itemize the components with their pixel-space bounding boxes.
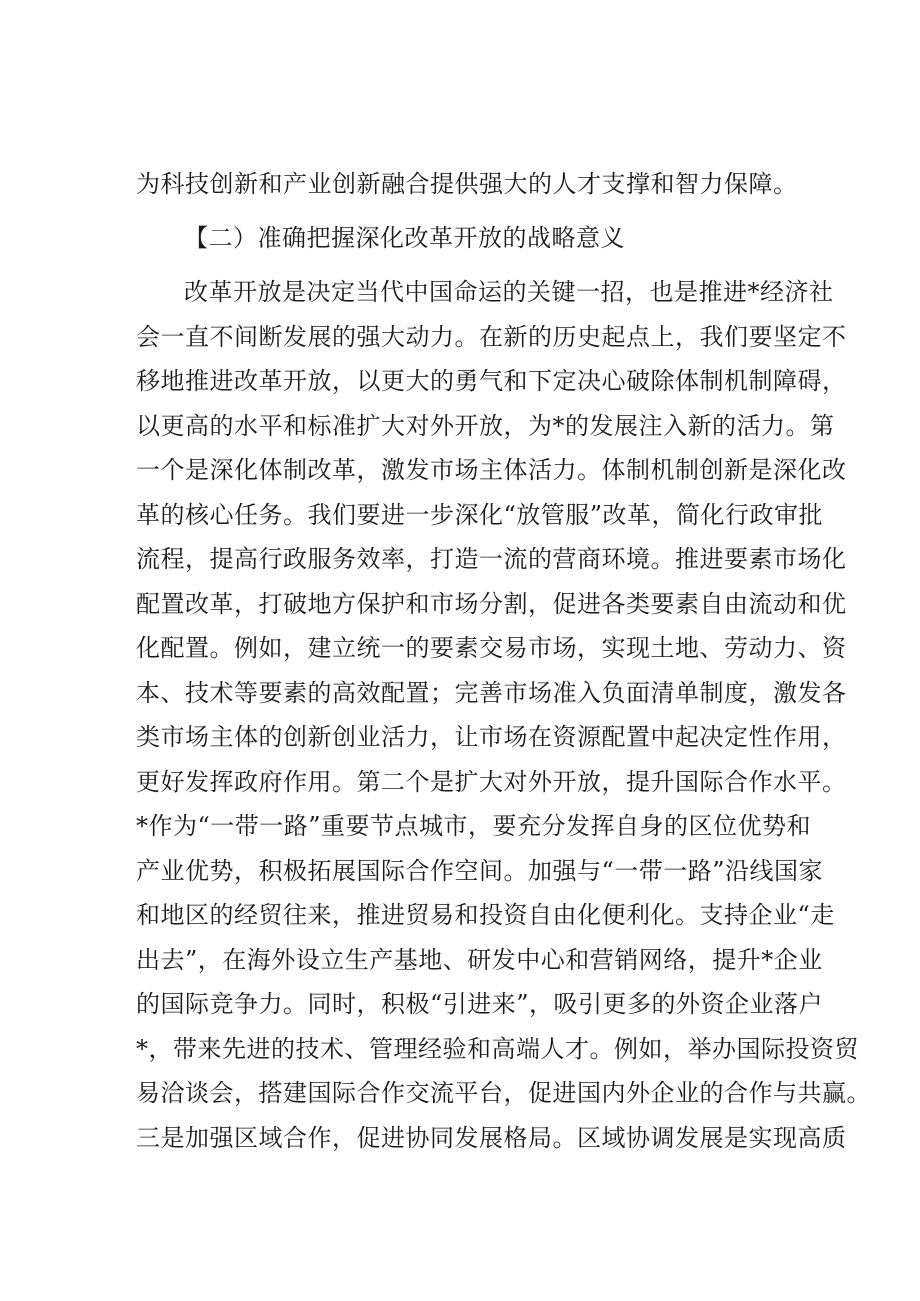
paragraph-line: 产业优势，积极拓展国际合作空间。加强与“一带一路”沿线国家: [136, 857, 824, 885]
paragraph-line: 本、技术等要素的高效配置；完善市场准入负面清单制度，激发各: [136, 679, 847, 707]
paragraph-line: 流程，提高行政服务效率，打造一流的营商环境。推进要素市场化: [136, 545, 847, 573]
paragraph-line: 改革开放是决定当代中国命运的关键一招，也是推进*经济社: [184, 278, 834, 306]
paragraph-line: 以更高的水平和标准扩大对外开放，为*的发展注入新的活力。第: [136, 412, 835, 440]
paragraph-line: *，带来先进的技术、管理经验和高端人才。例如，举办国际投资贸: [136, 1035, 859, 1063]
paragraph-line: 会一直不间断发展的强大动力。在新的历史起点上，我们要坚定不: [136, 323, 847, 351]
paragraph-line: 三是加强区域合作，促进协同发展格局。区域协调发展是实现高质: [136, 1124, 847, 1152]
paragraph-line: 一个是深化体制改革，激发市场主体活力。体制机制创新是深化改: [136, 456, 847, 484]
paragraph-line: *作为“一带一路”重要节点城市，要充分发挥自身的区位优势和: [136, 812, 812, 840]
paragraph-line: 化配置。例如，建立统一的要素交易市场，实现土地、劳动力、资: [136, 634, 847, 662]
paragraph-line: 和地区的经贸往来，推进贸易和投资自由化便利化。支持企业“走: [136, 901, 835, 929]
paragraph-line: 为科技创新和产业创新融合提供强大的人才支撑和智力保障。: [136, 170, 798, 198]
paragraph-line: 类市场主体的创新创业活力，让市场在资源配置中起决定性作用，: [136, 723, 847, 751]
section-heading: 【二）准确把握深化改革开放的战略意义: [184, 224, 625, 252]
paragraph-line: 配置改革，打破地方保护和市场分割，促进各类要素自由流动和优: [136, 590, 847, 618]
paragraph-line: 出去”，在海外设立生产基地、研发中心和营销网络，提升*企业: [136, 946, 823, 974]
paragraph-line: 革的核心任务。我们要进一步深化“放管服”改革，简化行政审批: [136, 501, 824, 529]
paragraph-line: 移地推进改革开放，以更大的勇气和下定决心破除体制机制障碍，: [136, 367, 847, 395]
paragraph-line: 的国际竞争力。同时，积极“引进来”，吸引更多的外资企业落户: [136, 990, 824, 1018]
paragraph-line: 更好发挥政府作用。第二个是扩大对外开放，提升国际合作水平。: [136, 768, 847, 796]
paragraph-line: 易洽谈会，搭建国际合作交流平台，促进国内外企业的合作与共赢。: [136, 1079, 871, 1107]
